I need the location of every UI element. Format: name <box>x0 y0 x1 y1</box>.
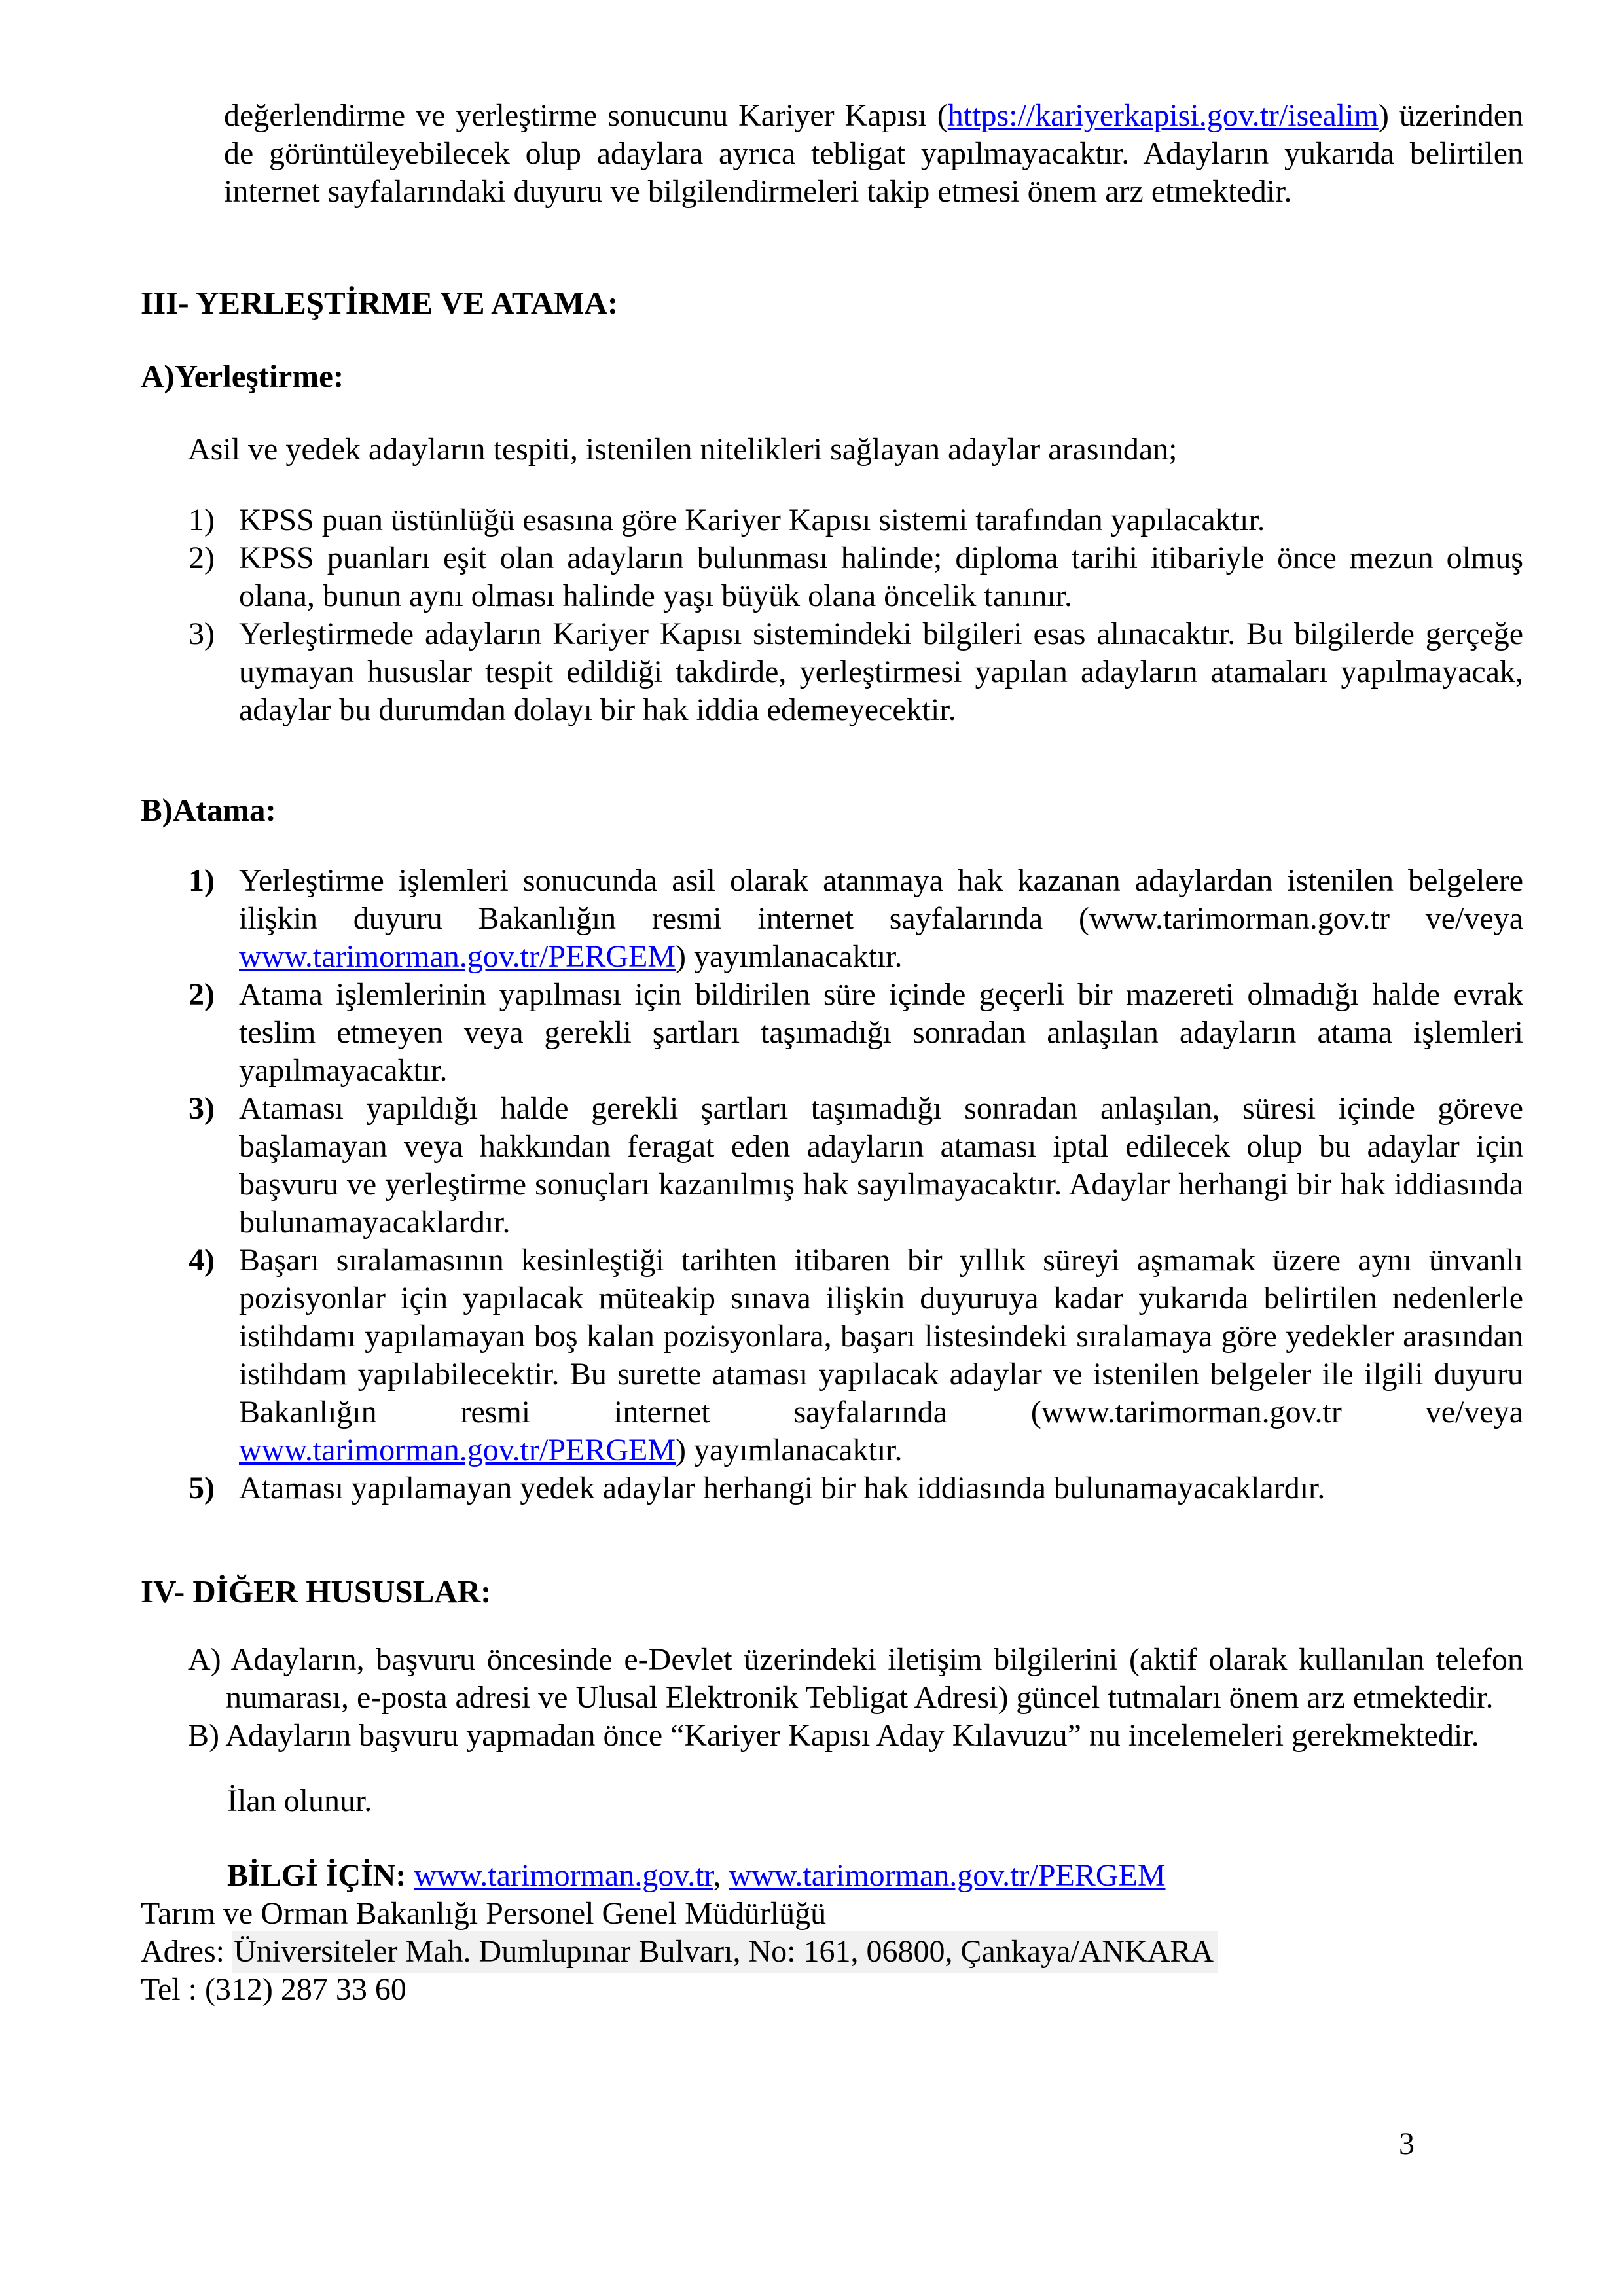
appointment-list <box>141 862 1523 1507</box>
list-item-text: KPSS puan üstünlüğü esasına göre Kariyer Kapısı sistemi tarafından yapılacaktır. <box>239 503 1265 537</box>
list-item-letter: B) <box>188 1718 219 1753</box>
list-item <box>141 615 1523 729</box>
list-item-text: Yerleştirme işlemleri sonucunda asil olarak atanmaya hak kazanan adaylardan istenilen belgelere ilişkin duyuru Bakanlığın resmi internet sayfalarında (www.tarimorman.gov.tr ve/veya <box>239 863 1523 936</box>
closing-statement: İlan olunur. <box>227 1784 372 1818</box>
info-line <box>227 1857 1523 1895</box>
list-item <box>141 976 1523 1090</box>
tarimorman-link[interactable]: www.tarimorman.gov.tr <box>414 1858 713 1893</box>
list-item <box>141 1090 1523 1242</box>
link-separator: , <box>713 1858 729 1893</box>
list-item-text: Başarı sıralamasının kesinleştiği tarihten itibaren bir yıllık süreyi aşmamak üzere aynı ünvanlı pozisyonlar için yapılacak müteakip sınava ilişkin duyuruya kadar yukarıda belirtilen nedenlerle istihdamı yapılamayan boş kalan pozisyonlara, başarı listesindeki sıralamaya göre yedekler arasından istihdam yapılabilecektir. Bu surette ataması yapılacak adaylar ve istenilen belgeler ile ilgili duyuru Bakanlığın resmi internet sayfalarında (www.tarimorman.gov.tr ve/veya <box>239 1243 1523 1429</box>
list-item-number: 2) <box>189 541 215 575</box>
section-iii-heading: III- YERLEŞTİRME VE ATAMA: <box>141 285 619 321</box>
list-item <box>141 1717 1523 1755</box>
list-item-number: 5) <box>189 1471 215 1505</box>
list-item-number: 2) <box>189 977 215 1012</box>
address-label: Adres: <box>141 1934 232 1969</box>
kariyerkapisi-isealim-link[interactable]: https://kariyerkapisi.gov.tr/isealim <box>947 98 1379 133</box>
list-item-text: ) yayımlanacaktır. <box>676 939 903 974</box>
section-iv-heading: IV- DİĞER HUSUSLAR: <box>141 1573 492 1609</box>
list-item-number: 1) <box>189 863 215 898</box>
intro-text-after: ) üzerinden de görüntüleyebilecek olup adaylara ayrıca tebligat yapılmayacaktır. Adayların yukarıda belirtilen internet sayfalarındaki duyuru ve bilgilendirmeleri takip etmesi önem arz etmektedir. <box>224 98 1524 209</box>
list-item-number: 3) <box>189 1091 215 1126</box>
tarimorman-pergem-link[interactable]: www.tarimorman.gov.tr/PERGEM <box>729 1858 1166 1893</box>
organization-name: Tarım ve Orman Bakanlığı Personel Genel Müdürlüğü <box>141 1896 827 1931</box>
list-item-number: 1) <box>189 503 215 537</box>
address-line <box>141 1933 1523 1971</box>
phone-line: Tel : (312) 287 33 60 <box>141 1972 406 2007</box>
subsection-b-heading: B)Atama: <box>141 792 276 828</box>
intro-text-before: değerlendirme ve yerleştirme sonucunu Kariyer Kapısı ( <box>224 98 948 133</box>
list-item <box>141 539 1523 615</box>
placement-lead-text: Asil ve yedek adayların tespiti, istenilen nitelikleri sağlayan adaylar arasından; <box>188 432 1178 467</box>
list-item-number: 4) <box>189 1243 215 1278</box>
list-item-number: 3) <box>189 617 215 651</box>
list-item-text: Ataması yapılamayan yedek adaylar herhangi bir hak iddiasında bulunamayacaklardır. <box>239 1471 1326 1505</box>
other-matters-list <box>141 1641 1523 1755</box>
list-item <box>141 1242 1523 1469</box>
list-item-text: ) yayımlanacaktır. <box>676 1433 903 1467</box>
info-label: BİLGİ İÇİN: <box>227 1858 406 1893</box>
address-highlighted-text: Üniversiteler Mah. Dumlupınar Bulvarı, No: 161, 06800, Çankaya/ANKARA <box>232 1931 1218 1973</box>
intro-paragraph <box>224 97 1523 211</box>
list-item-text: Atama işlemlerinin yapılması için bildirilen süre içinde geçerli bir mazereti olmadığı halde evrak teslim etmeyen veya gerekli şartları taşımadığı sonradan anlaşılan adayların atama işlemleri yapılmayacaktır. <box>239 977 1523 1088</box>
list-item-text: Ataması yapıldığı halde gerekli şartları taşımadığı sonradan anlaşılan, süresi içinde göreve başlamayan veya hakkından feragat eden adayların ataması iptal edilecek olup bu adaylar için başvuru ve yerleştirme sonuçları kazanılmış hak sayılmayacaktır. Adaylar herhangi bir hak iddiasında bulunamayacaklardır. <box>239 1091 1523 1240</box>
subsection-a-heading: A)Yerleştirme: <box>141 358 344 394</box>
list-item <box>141 862 1523 976</box>
list-item <box>141 501 1523 539</box>
page-number: 3 <box>1399 2126 1415 2161</box>
list-item <box>141 1469 1523 1507</box>
list-item-text: Yerleştirmede adayların Kariyer Kapısı sistemindeki bilgileri esas alınacaktır. Bu bilgilerde gerçeğe uymayan hususlar tespit edildiği takdirde, yerleştirmesi yapılan adayların atamaları yapılmayacak, adaylar bu durumdan dolayı bir hak iddia edemeyecektir. <box>239 617 1523 727</box>
list-item <box>141 1641 1523 1717</box>
list-item-text: Adayların, başvuru öncesinde e-Devlet üzerindeki iletişim bilgilerini (aktif olarak kullanılan telefon numarası, e-posta adresi ve Ulusal Elektronik Tebligat Adresi) güncel tutmaları önem arz etmektedir. <box>226 1642 1523 1715</box>
list-item-letter: A) <box>188 1642 221 1677</box>
pergem-link[interactable]: www.tarimorman.gov.tr/PERGEM <box>239 939 676 974</box>
list-item-text: KPSS puanları eşit olan adayların bulunması halinde; diploma tarihi itibariyle önce mezun olmuş olana, bunun aynı olması halinde yaşı büyük olana öncelik tanınır. <box>239 541 1523 613</box>
placement-list <box>141 501 1523 729</box>
list-item-text: Adayların başvuru yapmadan önce “Kariyer Kapısı Aday Kılavuzu” nu incelemeleri gerekmektedir. <box>225 1718 1479 1753</box>
pergem-link[interactable]: www.tarimorman.gov.tr/PERGEM <box>239 1433 676 1467</box>
